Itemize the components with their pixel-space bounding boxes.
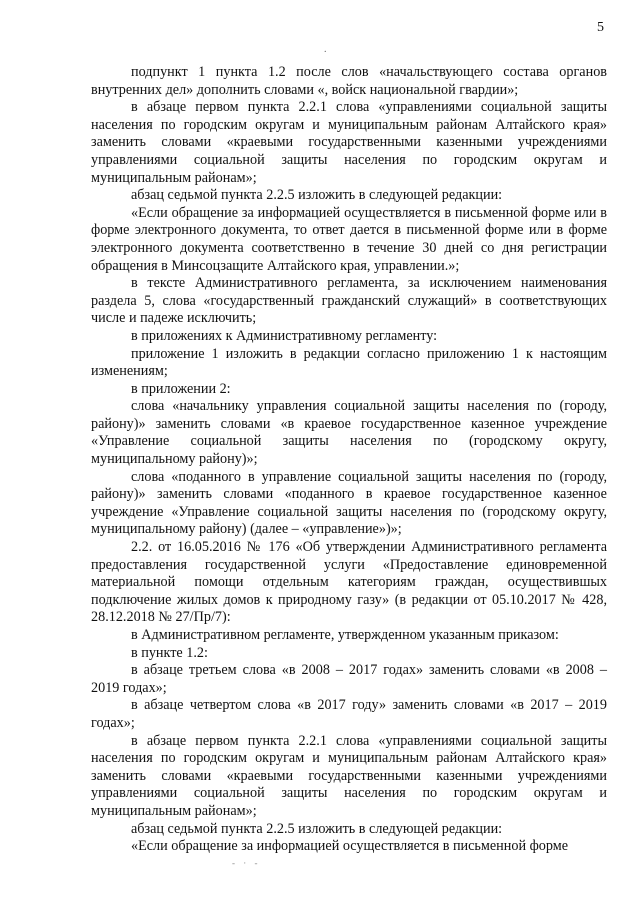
paragraph: в тексте Административного регламента, за исключением наименования раздела 5, слова «государственный гражданский служащий» в соответствующих числе и падеже исключить; xyxy=(91,275,607,327)
paragraph: в абзаце третьем слова «в 2008 – 2017 годах» заменить словами «в 2008 – 2019 годах»; xyxy=(91,662,607,696)
paragraph: слова «начальнику управления социальной защиты населения по (городу, району)» заменить словами «в краевое государственное казенное учреждение «Управление социальной защиты населения по (городскому округу, муниципальному району)»; xyxy=(91,398,607,468)
paragraph: подпункт 1 пункта 1.2 после слов «начальствующего состава органов внутренних дел» дополнить словами «, войск национальной гвардии»; xyxy=(91,64,607,98)
paragraph: приложение 1 изложить в редакции согласно приложению 1 к настоящим изменениям; xyxy=(91,345,607,380)
document-body xyxy=(91,64,607,856)
paragraph: в абзаце первом пункта 2.2.1 слова «управлениями социальной защиты населения по городским округам и муниципальным районам Алтайского края» заменить словами «краевыми государственными казенными учреждениями управлениями социальной защиты населения по городским округам и муниципальным районам»; xyxy=(91,732,607,819)
page-number: 5 xyxy=(597,20,604,35)
paragraph: в Административном регламенте, утвержденном указанным приказом: xyxy=(131,627,559,643)
paragraph: абзац седьмой пункта 2.2.5 изложить в следующей редакции: xyxy=(131,820,503,837)
paragraph: в приложениях к Административному регламенту: xyxy=(131,327,438,344)
paragraph: в абзаце четвертом слова «в 2017 году» заменить словами «в 2017 – 2019 годах»; xyxy=(91,697,607,731)
scan-speck: . xyxy=(324,44,327,55)
paragraph: абзац седьмой пункта 2.2.5 изложить в следующей редакции: xyxy=(131,187,503,204)
paragraph: в пункте 1.2: xyxy=(131,644,208,661)
paragraph: «Если обращение за информацией осуществляется в письменной форме или в форме электронного документа, то ответ дается в письменной форме или в форме электронного документа соответственно в течение 30 дней со дня регистрации обращения в Минсоцзащите Алтайского края, управлении.»; xyxy=(91,204,607,274)
scan-marks: - · - xyxy=(232,858,261,868)
paragraph: слова «поданного в управление социальной защиты населения по (городу, району)» заменить словами «поданного в краевое государственное казенное учреждение «Управление социальной защиты населения по (городскому округу, муниципальному району) (далее – «управление»)»; xyxy=(91,468,607,538)
paragraph: «Если обращение за информацией осуществляется в письменной форме xyxy=(131,838,569,855)
paragraph: 2.2. от 16.05.2016 № 176 «Об утверждении Административного регламента предоставления государственной услуги «Предоставление единовременной материальной помощи отдельным категориям граждан, осуществившых подключение жилых домов к природному газу» (в редакции от 05.10.2017 № 428, 28.12.2018 № 27/Пр/7): xyxy=(91,539,607,626)
paragraph: в абзаце первом пункта 2.2.1 слова «управлениями социальной защиты населения по городским округам и муниципальным районам Алтайского края» заменить словами «краевыми государственными казенными учреждениями управлениями социальной защиты населения по городским округам и муниципальным районам»; xyxy=(91,99,607,186)
paragraph: в приложении 2: xyxy=(131,380,231,397)
